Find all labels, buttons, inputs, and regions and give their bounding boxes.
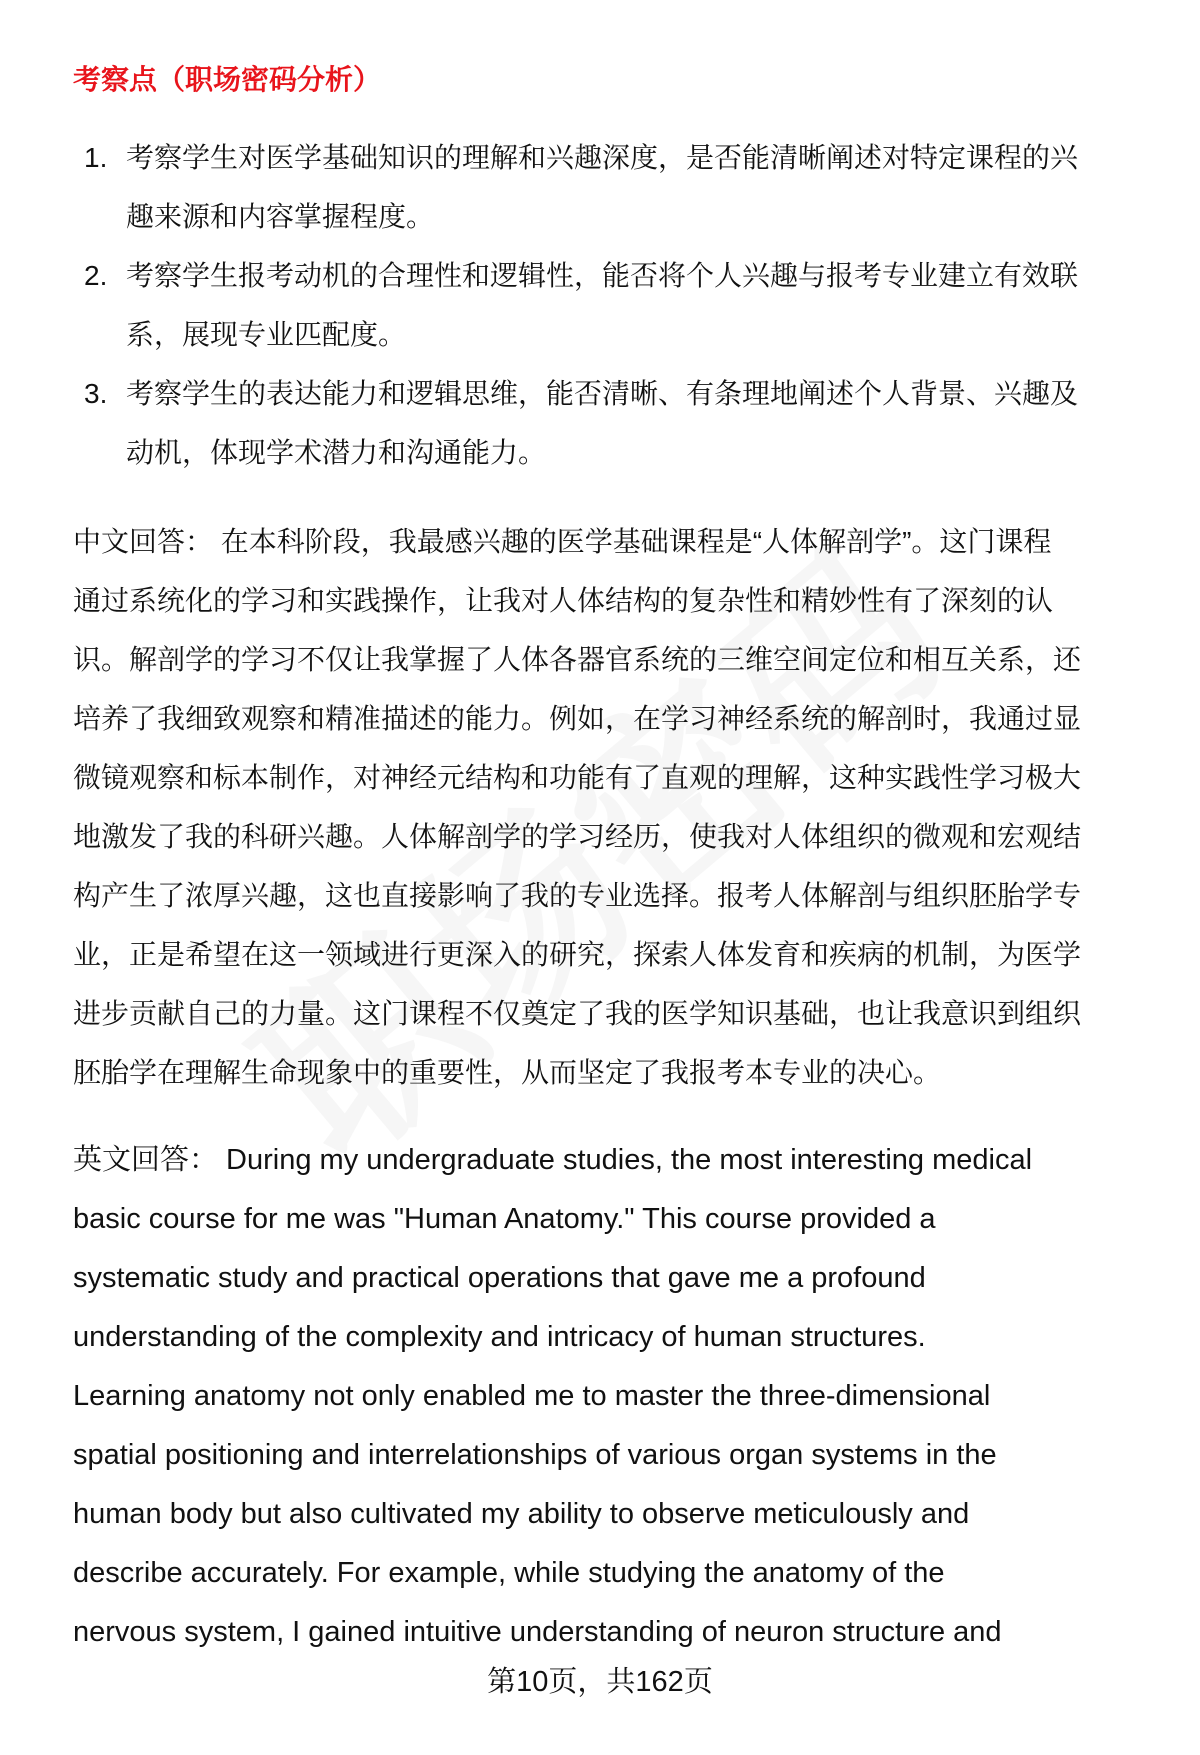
answer-line: 微镜观察和标本制作，对神经元结构和功能有了直观的理解，这种实践性学习极大 bbox=[73, 762, 1082, 793]
list-item-line: 动机，体现学术潜力和沟通能力。 bbox=[126, 437, 547, 468]
answer-line: 业，正是希望在这一领域进行更深入的研究，探索人体发育和疾病的机制，为医学 bbox=[73, 939, 1082, 970]
list-item-line: 考察学生对医学基础知识的理解和兴趣深度，是否能清晰阐述对特定课程的兴 bbox=[126, 142, 1079, 173]
answer-line: 培养了我细致观察和精准描述的能力。例如，在学习神经系统的解剖时，我通过显 bbox=[73, 703, 1082, 734]
answer-line: 构产生了浓厚兴趣，这也直接影响了我的专业选择。报考人体解剖与组织胚胎学专 bbox=[73, 880, 1082, 911]
answer-line: 英文回答： During my undergraduate studies, the most interesting medical bbox=[73, 1144, 1033, 1176]
list-item-line: 趣来源和内容掌握程度。 bbox=[126, 201, 435, 232]
answer-line: human body but also cultivated my ability to observe meticulously and bbox=[73, 1498, 970, 1530]
page-footer: 第10页，共162页 bbox=[487, 1666, 713, 1698]
answer-line: 中文回答： 在本科阶段，我最感兴趣的医学基础课程是“人体解剖学”。这门课程 bbox=[73, 526, 1052, 557]
answer-line: spatial positioning and interrelationships of various organ systems in the bbox=[73, 1439, 997, 1471]
answer-line: basic course for me was "Human Anatomy." This course provided a bbox=[73, 1203, 936, 1235]
list-number: 2. bbox=[84, 260, 108, 291]
answer-line: 地激发了我的科研兴趣。人体解剖学的学习经历，使我对人体组织的微观和宏观结 bbox=[73, 821, 1082, 852]
answer-line: understanding of the complexity and intricacy of human structures. bbox=[73, 1321, 926, 1353]
answer-line: 通过系统化的学习和实践操作，让我对人体结构的复杂性和精妙性有了深刻的认 bbox=[73, 585, 1054, 616]
list-number: 1. bbox=[84, 142, 108, 173]
answer-line: Learning anatomy not only enabled me to master the three-dimensional bbox=[73, 1380, 991, 1412]
list-item-line: 系，展现专业匹配度。 bbox=[126, 319, 407, 350]
answer-line: describe accurately. For example, while studying the anatomy of the bbox=[73, 1557, 945, 1589]
list-item-line: 考察学生的表达能力和逻辑思维，能否清晰、有条理地阐述个人背景、兴趣及 bbox=[126, 378, 1079, 409]
list-item-line: 考察学生报考动机的合理性和逻辑性，能否将个人兴趣与报考专业建立有效联 bbox=[126, 260, 1079, 291]
answer-line: nervous system, I gained intuitive understanding of neuron structure and bbox=[73, 1616, 1002, 1648]
list-number: 3. bbox=[84, 378, 108, 409]
section-title: 考察点（职场密码分析） bbox=[73, 64, 382, 95]
answer-line: 胚胎学在理解生命现象中的重要性，从而坚定了我报考本专业的决心。 bbox=[73, 1057, 942, 1088]
answer-line: systematic study and practical operations that gave me a profound bbox=[73, 1262, 926, 1294]
answer-line: 识。解剖学的学习不仅让我掌握了人体各器官系统的三维空间定位和相互关系，还 bbox=[73, 644, 1082, 675]
answer-line: 进步贡献自己的力量。这门课程不仅奠定了我的医学知识基础，也让我意识到组织 bbox=[73, 998, 1082, 1029]
